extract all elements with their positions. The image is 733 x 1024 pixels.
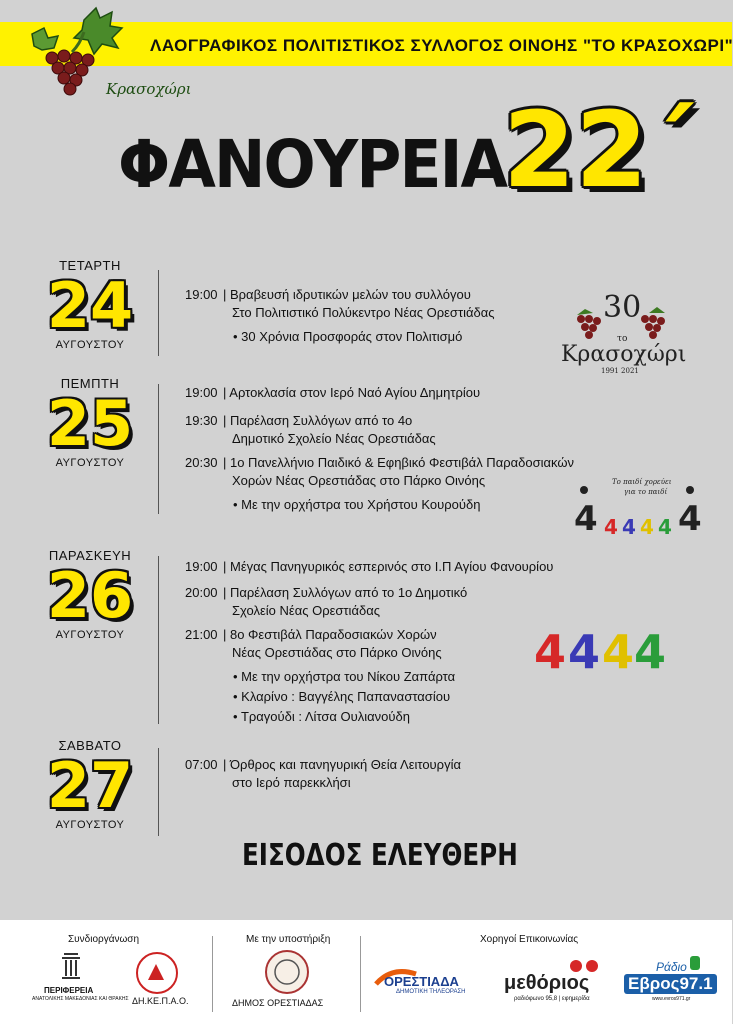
support-label: Με την υποστήριξη bbox=[246, 934, 331, 945]
free-entry-notice: ΕΙΣΟΔΟΣ ΕΛΕΥΘΕΡΗ bbox=[242, 838, 518, 873]
event-item bbox=[185, 558, 553, 576]
day-divider bbox=[158, 270, 159, 356]
event-time: 19:30 bbox=[185, 413, 218, 428]
month-label: ΑΥΓΟΥΣΤΟΥ bbox=[55, 819, 125, 831]
methorios-dot-icon bbox=[570, 960, 582, 972]
event-item bbox=[185, 286, 495, 322]
svg-text:Κρασοχώρι: Κρασοχώρι bbox=[561, 342, 687, 367]
event-item bbox=[185, 454, 574, 490]
event-item bbox=[185, 412, 436, 448]
day-block-27 bbox=[30, 738, 150, 831]
event-time: 19:00 bbox=[185, 287, 218, 302]
event-bullet: • Με την ορχήστρα του Νίκου Ζαπάρτα bbox=[233, 669, 456, 684]
association-logo bbox=[14, 2, 192, 106]
event-bullet: • Τραγούδι : Λίτσα Ουλιανούδη bbox=[233, 709, 410, 724]
event-bullet: • Με την ορχήστρα του Χρήστου Κουρούδη bbox=[233, 497, 481, 512]
svg-text:το: το bbox=[617, 334, 628, 344]
dancers-graphic bbox=[566, 472, 716, 542]
column-icon bbox=[62, 954, 80, 978]
svg-text:4: 4 bbox=[568, 625, 601, 679]
day-number: 25 bbox=[46, 387, 134, 460]
svg-text:ΔΗΜΟΤΙΚΗ ΤΗΛΕΟΡΑΣΗ: ΔΗΜΟΤΙΚΗ ΤΗΛΕΟΡΑΣΗ bbox=[396, 989, 466, 995]
event-text: | 8ο Φεστιβάλ Παραδοσιακών Χορών bbox=[223, 627, 437, 642]
dhkepao-name: ΔΗ.ΚΕ.Π.Α.Ο. bbox=[132, 996, 189, 1006]
month-label: ΑΥΓΟΥΣΤΟΥ bbox=[55, 629, 125, 641]
day-of-week: ΠΕΜΠΤΗ bbox=[60, 376, 120, 391]
day-of-week: ΤΕΤΑΡΤΗ bbox=[59, 258, 121, 273]
dhkepao-logo bbox=[132, 950, 182, 996]
methorios-subtitle: ραδιόφωνο 95,8 | εφημερίδα bbox=[514, 996, 590, 1002]
svg-text:4: 4 bbox=[602, 625, 635, 679]
svg-text:1991 2021: 1991 2021 bbox=[601, 367, 639, 375]
footer-divider bbox=[360, 936, 361, 1012]
event-text: στο Ιερό παρεκκλήσι bbox=[232, 775, 351, 790]
event-text: Σχολείο Νέας Ορεστιάδας bbox=[232, 603, 380, 618]
region-name: ΠΕΡΙΦΕΡΕΙΑ bbox=[44, 986, 94, 995]
day-number: 24 bbox=[46, 269, 134, 342]
event-bullet: • 30 Χρόνια Προσφοράς στον Πολιτισμό bbox=[233, 329, 463, 344]
radio-label: Ράδιο bbox=[656, 960, 687, 974]
colored-dancers-graphic bbox=[530, 614, 670, 678]
event-text: Δημοτικό Σχολείο Νέας Ορεστιάδας bbox=[232, 431, 436, 446]
region-subtitle: ΑΝΑΤΟΛΙΚΗΣ ΜΑΚΕΔΟΝΙΑΣ ΚΑΙ ΘΡΑΚΗΣ bbox=[32, 996, 129, 1002]
association-name: ΛΑΟΓΡΑΦΙΚΟΣ ΠΟΛΙΤΙΣΤΙΚΟΣ ΣΥΛΛΟΓΟΣ ΟΙΝΟΗΣ "ΤΟ ΚΡΑΣΟΧΩΡΙ" bbox=[150, 36, 733, 55]
event-time: 21:00 bbox=[185, 627, 218, 642]
day-of-week: ΣΑΒΒΑΤΟ bbox=[58, 738, 122, 753]
svg-text:4: 4 bbox=[640, 515, 654, 539]
day-number: 27 bbox=[46, 749, 134, 822]
svg-text:4: 4 bbox=[574, 499, 598, 539]
event-item bbox=[185, 584, 467, 620]
grape-cluster-icon bbox=[46, 50, 94, 95]
event-time: 07:00 bbox=[185, 757, 218, 772]
day-number: 26 bbox=[46, 559, 134, 632]
event-time: 19:00 bbox=[185, 385, 218, 400]
evros-url: www.evros971.gr bbox=[652, 996, 691, 1002]
event-text: Στο Πολιτιστικό Πολύκεντρο Νέας Ορεστιάδας bbox=[232, 305, 495, 320]
svg-text:4: 4 bbox=[622, 515, 636, 539]
festival-title: ΦΑΝΟΥΡΕΙΑ bbox=[118, 126, 507, 203]
event-time: 19:00 bbox=[185, 559, 218, 574]
day-block-24 bbox=[30, 258, 150, 351]
methorios-dot-icon bbox=[586, 960, 598, 972]
event-text: | Αρτοκλασία στον Ιερό Ναό Αγίου Δημητρίου bbox=[223, 385, 481, 400]
coorganization-label: Συνδιοργάνωση bbox=[68, 934, 140, 945]
event-time: 20:30 bbox=[185, 455, 218, 470]
event-text: | Παρέλαση Συλλόγων από το 4ο bbox=[223, 413, 413, 428]
svg-text:4: 4 bbox=[634, 625, 667, 679]
day-divider bbox=[158, 556, 159, 724]
event-item bbox=[185, 384, 480, 402]
svg-text:4: 4 bbox=[658, 515, 672, 539]
event-item bbox=[185, 756, 461, 792]
event-text: | Παρέλαση Συλλόγων από το 1ο Δημοτικό bbox=[223, 585, 468, 600]
svg-text:4: 4 bbox=[534, 625, 567, 679]
orestiada-tv-logo bbox=[372, 964, 484, 994]
month-label: ΑΥΓΟΥΣΤΟΥ bbox=[55, 457, 125, 469]
svg-text:4: 4 bbox=[678, 499, 702, 539]
svg-text:4: 4 bbox=[604, 515, 618, 539]
day-divider bbox=[158, 384, 159, 514]
footer-divider bbox=[212, 936, 213, 1012]
evros-radio-logo: Εβρος97.1 bbox=[624, 974, 717, 994]
day-divider bbox=[158, 748, 159, 836]
day-of-week: ΠΑΡΑΣΚΕΥΗ bbox=[48, 548, 132, 563]
microphone-icon bbox=[690, 956, 700, 970]
dancers-caption: για το παιδί bbox=[624, 488, 668, 496]
dancers-caption: Το παιδί χορεύει bbox=[612, 478, 672, 486]
day-block-25 bbox=[30, 376, 150, 469]
svg-text:30: 30 bbox=[603, 290, 642, 325]
event-text: | 1ο Πανελλήνιο Παιδικό & Εφηβικό Φεστιβάλ Παραδοσιακών bbox=[223, 455, 574, 470]
event-text: | Όρθρος και πανηγυρική Θεία Λειτουργία bbox=[223, 757, 461, 772]
svg-text:ΟΡΕΣΤΙΑΔΑ: ΟΡΕΣΤΙΑΔΑ bbox=[384, 974, 459, 989]
event-text: | Βραβευσή ιδρυτικών μελών του συλλόγου bbox=[223, 287, 471, 302]
event-text: Νέας Ορεστιάδας στο Πάρκο Οινόης bbox=[232, 645, 442, 660]
month-label: ΑΥΓΟΥΣΤΟΥ bbox=[55, 339, 125, 351]
festival-year: 22΄ bbox=[503, 89, 694, 211]
event-text: | Μέγας Πανηγυρικός εσπερινός στο Ι.Π Αγίου Φανουρίου bbox=[223, 559, 554, 574]
methorios-logo: μεθόριος bbox=[504, 972, 590, 994]
event-time: 20:00 bbox=[185, 585, 218, 600]
event-text: Χορών Νέας Ορεστιάδας στο Πάρκο Οινόης bbox=[232, 473, 486, 488]
anniversary-logo bbox=[553, 285, 693, 375]
event-item bbox=[185, 626, 442, 662]
logo-text: Κρασοχώρι bbox=[106, 80, 192, 98]
day-block-26 bbox=[30, 548, 150, 641]
sponsors-label: Χορηγοί Επικοινωνίας bbox=[480, 934, 579, 945]
event-bullet: • Κλαρίνο : Βαγγέλης Παπαναστασίου bbox=[233, 689, 451, 704]
municipality-name: ΔΗΜΟΣ ΟΡΕΣΤΙΑΔΑΣ bbox=[232, 998, 324, 1008]
municipality-logo bbox=[262, 948, 312, 996]
